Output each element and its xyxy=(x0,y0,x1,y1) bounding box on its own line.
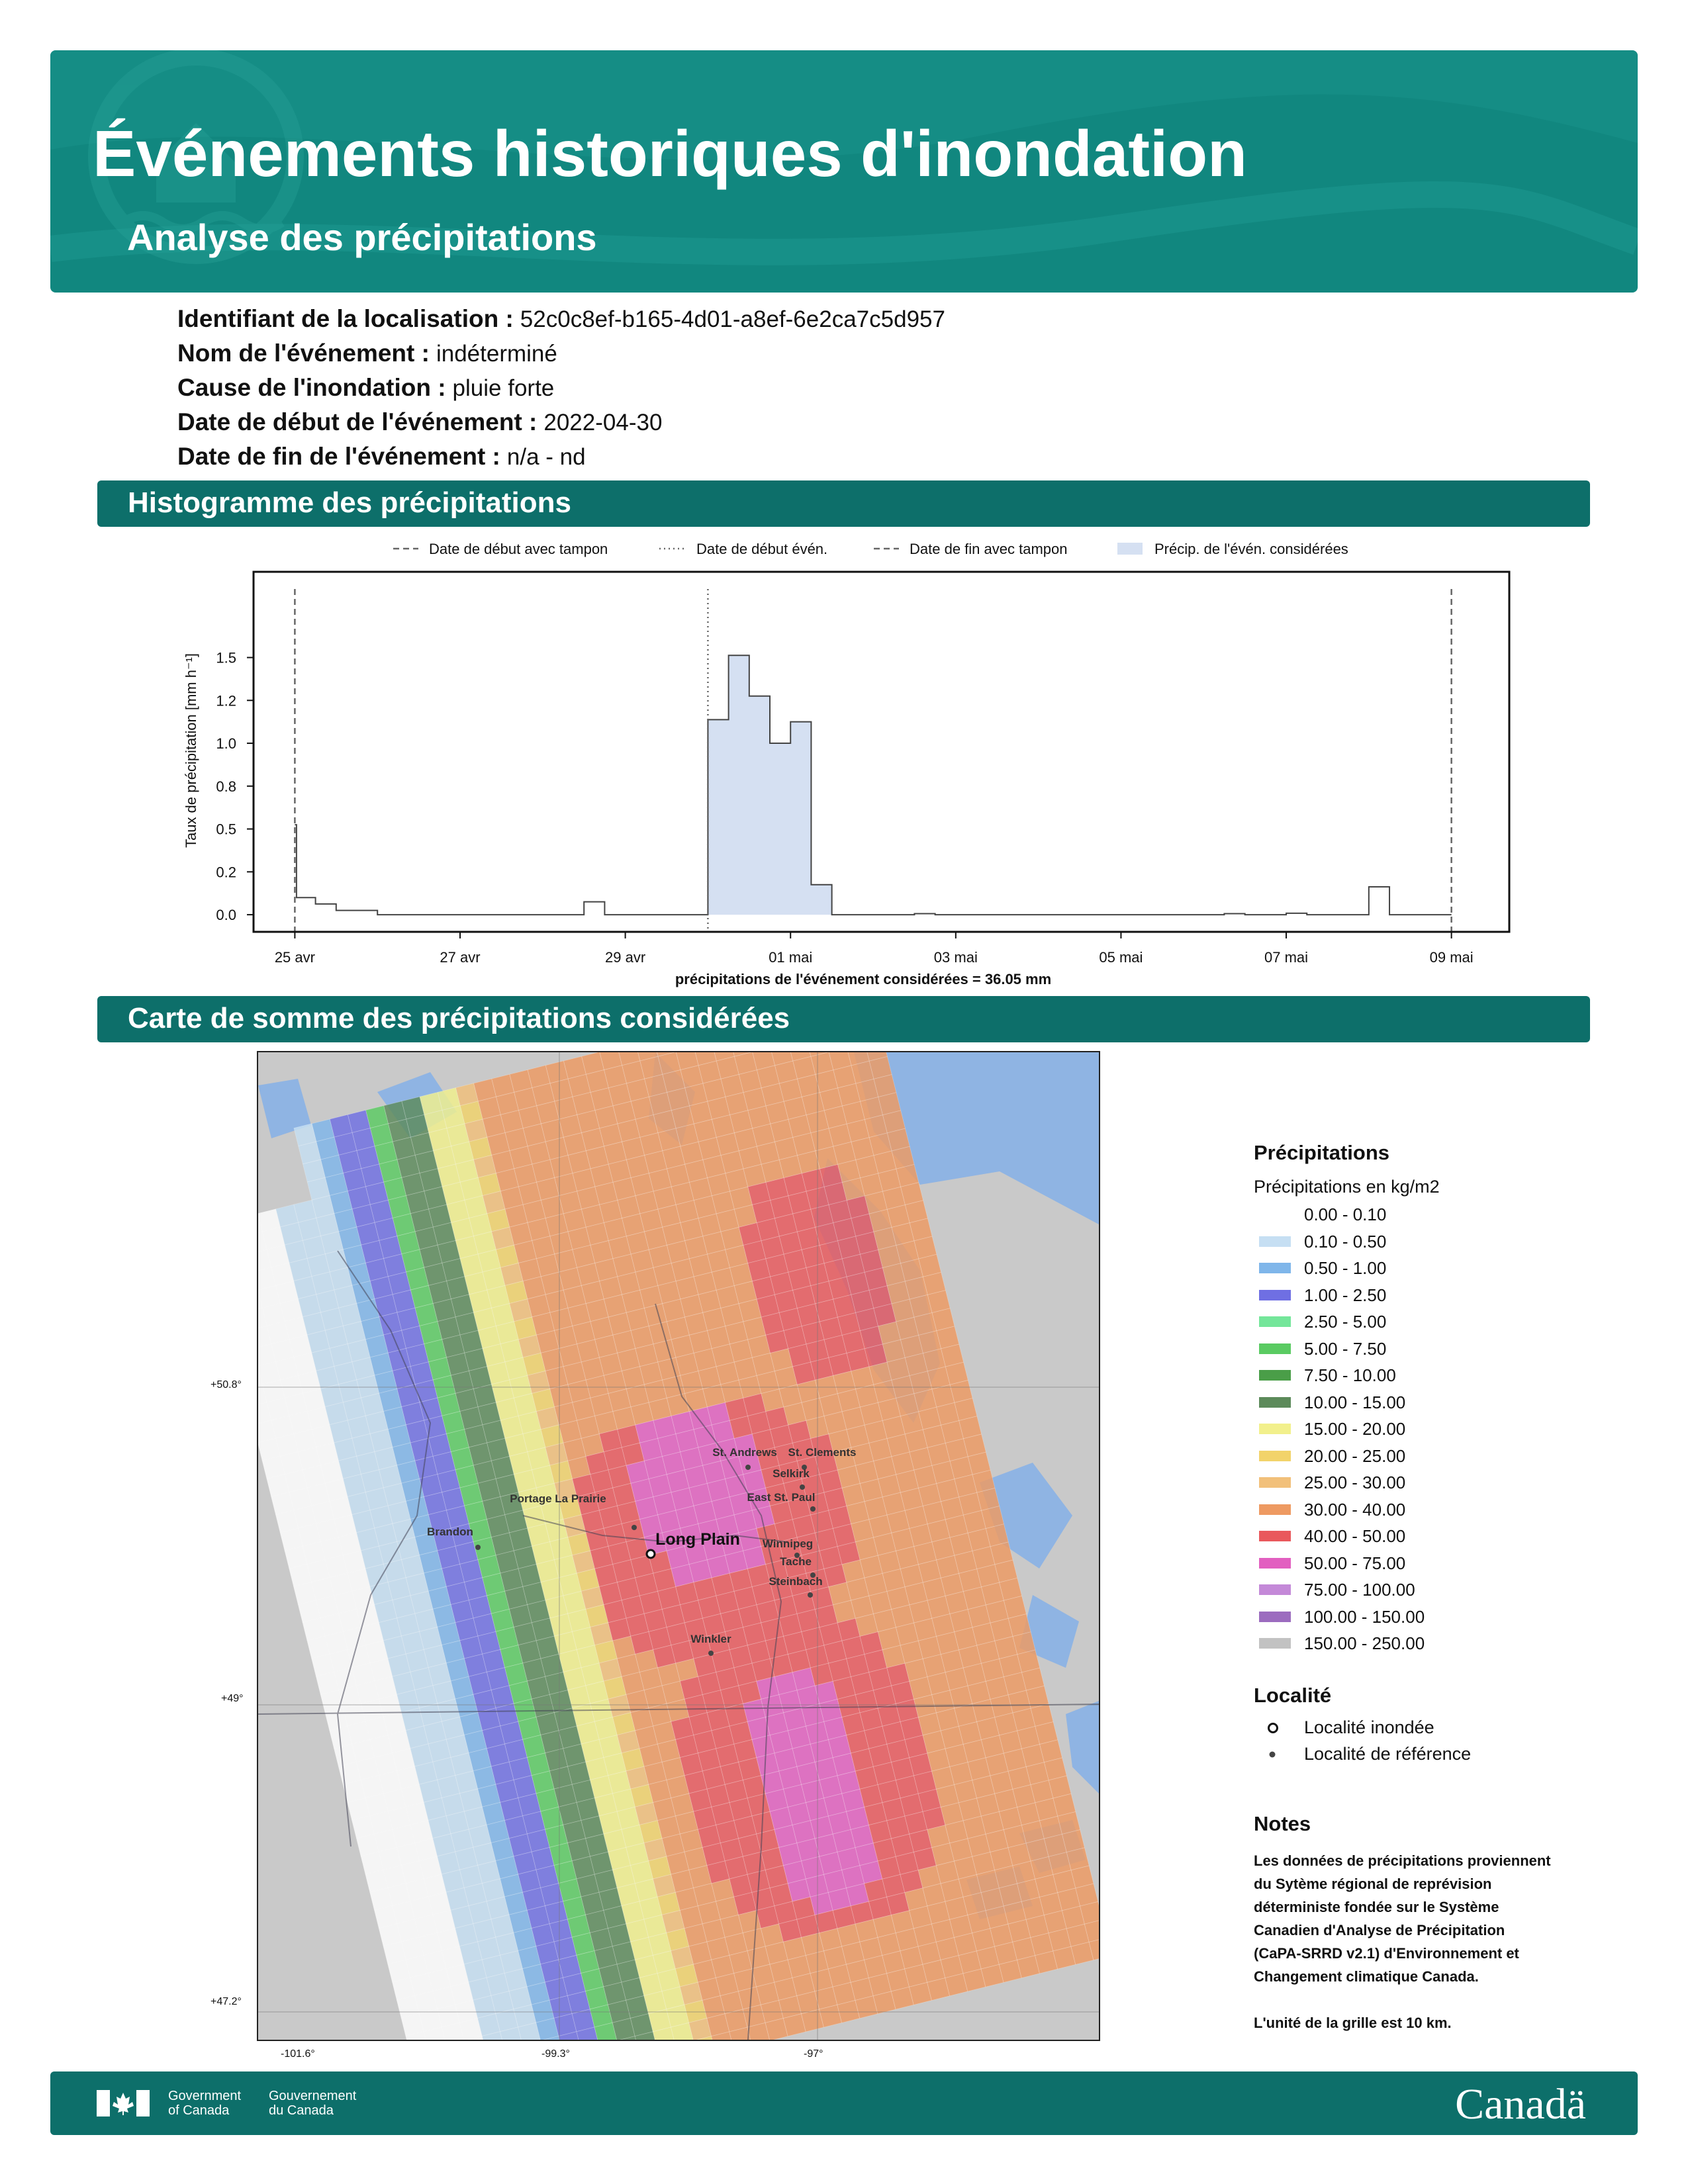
place-label: Tache xyxy=(780,1555,812,1568)
y-tick-label: 0.2 xyxy=(216,864,236,881)
reference-locality-marker xyxy=(800,1484,805,1490)
info-label: Date de fin de l'événement : xyxy=(177,443,500,470)
info-value: indéterminé xyxy=(436,341,557,367)
lat-label: +50.8° xyxy=(211,1379,242,1390)
y-tick-label: 1.2 xyxy=(216,692,236,709)
info-value: pluie forte xyxy=(452,375,555,401)
y-tick-label: 0.8 xyxy=(216,778,236,795)
place-label: Selkirk xyxy=(773,1467,810,1480)
legend-class-row xyxy=(1254,1523,1624,1550)
legend-swatch xyxy=(1259,1263,1291,1273)
lon-label: -97° xyxy=(804,2048,823,2060)
x-axis-label: précipitations de l'événement considérées = 36.05 mm xyxy=(675,971,1052,987)
x-tick-label: 27 avr xyxy=(440,949,481,966)
place-label: Winnipeg xyxy=(762,1537,814,1550)
gov-name-en xyxy=(168,2089,241,2118)
section-map-title: Carte de somme des précipitations considérées xyxy=(97,996,1590,1042)
legend-swatch xyxy=(1259,1477,1291,1488)
notes-line: Canadien d'Analyse de Précipitation xyxy=(1254,1921,1505,1938)
plot-area xyxy=(216,572,1509,966)
legend-label: Précip. de l'évén. considérées xyxy=(1154,541,1348,557)
notes-line: Changement climatique Canada. xyxy=(1254,1968,1479,1985)
legend-class-row xyxy=(1254,1336,1624,1363)
page-subtitle: Analyse des précipitations xyxy=(127,216,597,258)
legend-label: Localité inondée xyxy=(1304,1717,1434,1737)
flooded-locality-marker xyxy=(647,1550,655,1558)
section-histogram-title: Histogramme des précipitations xyxy=(97,480,1590,527)
legend-label: Date de début avec tampon xyxy=(429,541,608,557)
report-footer xyxy=(50,2071,1638,2135)
lon-label: -101.6° xyxy=(281,2048,315,2060)
legend-class-row xyxy=(1254,1228,1624,1255)
reference-locality-marker xyxy=(810,1506,816,1512)
legend-swatch xyxy=(1259,1209,1291,1220)
legend-swatch xyxy=(1259,1638,1291,1649)
legend-swatch xyxy=(1259,1558,1291,1569)
reference-locality-marker xyxy=(708,1651,714,1656)
legend-label: 0.00 - 0.10 xyxy=(1304,1205,1387,1224)
plot-frame xyxy=(254,572,1509,932)
canada-wordmark: Canadä xyxy=(1455,2080,1586,2128)
x-tick-label: 03 mai xyxy=(933,949,978,966)
place-label: East St. Paul xyxy=(747,1491,816,1504)
legend-label: 0.10 - 0.50 xyxy=(1304,1231,1387,1251)
x-tick-label: 29 avr xyxy=(605,949,646,966)
legend-swatch xyxy=(1259,1504,1291,1515)
y-tick-label: 1.5 xyxy=(216,649,236,666)
legend-label: 75.00 - 100.00 xyxy=(1304,1580,1415,1600)
y-tick-label: 1.0 xyxy=(216,735,236,752)
legend-class-row xyxy=(1254,1201,1624,1228)
reference-locality-marker xyxy=(745,1465,751,1470)
legend-title: Précipitations xyxy=(1254,1141,1389,1164)
page-title: Événements historiques d'inondation xyxy=(93,117,1247,190)
place-label: Brandon xyxy=(427,1525,473,1538)
flooded-place-label: Long Plain xyxy=(655,1530,740,1549)
legend-swatch xyxy=(1259,1397,1291,1408)
legend-swatch xyxy=(1259,1612,1291,1622)
legend-label: 50.00 - 75.00 xyxy=(1304,1553,1406,1573)
legend-flooded-locality xyxy=(1254,1714,1624,1741)
legend-label: 15.00 - 20.00 xyxy=(1304,1419,1406,1439)
reference-locality-marker xyxy=(632,1525,637,1530)
legend-label: 40.00 - 50.00 xyxy=(1304,1526,1406,1546)
reference-locality-icon xyxy=(1268,1751,1276,1758)
precipitation-sum-map xyxy=(257,1051,1100,2041)
legend-swatch xyxy=(1259,1343,1291,1354)
lat-label: +47.2° xyxy=(211,1996,242,2007)
legend-label: 10.00 - 15.00 xyxy=(1304,1392,1406,1412)
notes-title: Notes xyxy=(1254,1811,1311,1835)
legend-swatch-event-precip xyxy=(1117,543,1143,555)
chart-legend xyxy=(393,541,1348,557)
gov-fr-line: du Canada xyxy=(269,2103,334,2118)
map-legend xyxy=(1254,1141,1624,2034)
gov-en-line: of Canada xyxy=(168,2103,230,2118)
legend-class-row xyxy=(1254,1469,1624,1496)
legend-subtitle: Précipitations en kg/m2 xyxy=(1254,1177,1440,1197)
legend-label: Localité de référence xyxy=(1304,1743,1472,1764)
info-value: 52c0c8ef-b165-4d01-a8ef-6e2ca7c5d957 xyxy=(520,306,945,332)
x-tick-label: 05 mai xyxy=(1099,949,1143,966)
legend-swatch xyxy=(1259,1236,1291,1247)
place-label: Steinbach xyxy=(769,1575,823,1588)
x-tick-label: 25 avr xyxy=(274,949,315,966)
info-value: n/a - nd xyxy=(506,444,586,470)
precipitation-histogram xyxy=(0,0,1688,993)
legend-swatch xyxy=(1259,1424,1291,1434)
place-label: St. Andrews xyxy=(712,1446,777,1459)
precip-step-line xyxy=(295,655,1451,915)
info-label: Date de début de l'événement : xyxy=(177,408,538,435)
legend-class-row xyxy=(1254,1550,1624,1577)
place-label: St. Clements xyxy=(788,1446,857,1459)
notes-body xyxy=(1254,1849,1624,2034)
legend-class-row xyxy=(1254,1604,1624,1631)
legend-label: 7.50 - 10.00 xyxy=(1304,1365,1396,1385)
legend-label: 30.00 - 40.00 xyxy=(1304,1499,1406,1520)
lat-label: +49° xyxy=(221,1693,244,1704)
y-axis-label: Taux de précipitation [mm h⁻¹] xyxy=(183,653,199,848)
place-label: Portage La Prairie xyxy=(510,1492,606,1505)
legend-class-row xyxy=(1254,1282,1624,1309)
gov-name-fr xyxy=(269,2089,356,2118)
legend-label: 20.00 - 25.00 xyxy=(1304,1445,1406,1466)
y-tick-label: 0.0 xyxy=(216,907,236,924)
legend-class-row xyxy=(1254,1362,1624,1389)
legend-class-row xyxy=(1254,1576,1624,1604)
flooded-locality-icon xyxy=(1267,1722,1279,1734)
legend-label: 1.00 - 2.50 xyxy=(1304,1285,1387,1305)
legend-label: 2.50 - 5.00 xyxy=(1304,1312,1387,1332)
notes-line: Les données de précipitations proviennent xyxy=(1254,1852,1551,1869)
legend-label: Date de début évén. xyxy=(696,541,828,557)
legend-swatch xyxy=(1259,1584,1291,1595)
legend-label: 100.00 - 150.00 xyxy=(1304,1606,1425,1627)
canada-flag-icon xyxy=(97,2090,150,2116)
y-tick-label: 0.5 xyxy=(216,821,236,838)
gov-fr-line: Gouvernement xyxy=(269,2089,357,2103)
legend-reference-locality xyxy=(1254,1741,1624,1767)
locality-title: Localité xyxy=(1254,1683,1332,1707)
info-label: Nom de l'événement : xyxy=(177,340,430,367)
info-label: Identifiant de la localisation : xyxy=(177,305,514,332)
map-canvas xyxy=(258,1052,1099,2040)
x-tick-label: 07 mai xyxy=(1264,949,1309,966)
event-precip-fill xyxy=(708,655,831,915)
notes-line: du Sytème régional de reprévision xyxy=(1254,1875,1492,1892)
legend-swatch xyxy=(1259,1316,1291,1327)
legend-label: 150.00 - 250.00 xyxy=(1304,1633,1425,1653)
legend-swatch xyxy=(1259,1451,1291,1461)
info-value: 2022-04-30 xyxy=(543,410,663,435)
legend-class-row xyxy=(1254,1255,1624,1282)
legend-class-row xyxy=(1254,1416,1624,1443)
legend-label: 0.50 - 1.00 xyxy=(1304,1258,1387,1278)
x-tick-label: 01 mai xyxy=(769,949,813,966)
legend-label: 25.00 - 30.00 xyxy=(1304,1473,1406,1492)
place-label: Winkler xyxy=(690,1633,731,1645)
notes-line: (CaPA-SRRD v2.1) d'Environnement et xyxy=(1254,1944,1519,1962)
legend-class-row xyxy=(1254,1308,1624,1336)
info-label: Cause de l'inondation : xyxy=(177,374,446,401)
legend-class-row xyxy=(1254,1496,1624,1524)
reference-locality-marker xyxy=(475,1545,481,1550)
gov-en-line: Government xyxy=(168,2089,242,2103)
legend-class-list xyxy=(1254,1201,1624,1657)
x-tick-label: 09 mai xyxy=(1429,949,1474,966)
notes-line: déterministe fondée sur le Système xyxy=(1254,1898,1499,1915)
legend-class-row xyxy=(1254,1389,1624,1416)
legend-label: 5.00 - 7.50 xyxy=(1304,1338,1387,1359)
legend-swatch xyxy=(1259,1290,1291,1300)
lon-label: -99.3° xyxy=(541,2048,570,2060)
grid-unit-note: L'unité de la grille est 10 km. xyxy=(1254,2014,1452,2031)
legend-class-row xyxy=(1254,1630,1624,1657)
legend-swatch xyxy=(1259,1531,1291,1541)
reference-locality-marker xyxy=(808,1592,813,1598)
legend-class-row xyxy=(1254,1443,1624,1470)
legend-swatch xyxy=(1259,1370,1291,1381)
legend-label: Date de fin avec tampon xyxy=(910,541,1068,557)
